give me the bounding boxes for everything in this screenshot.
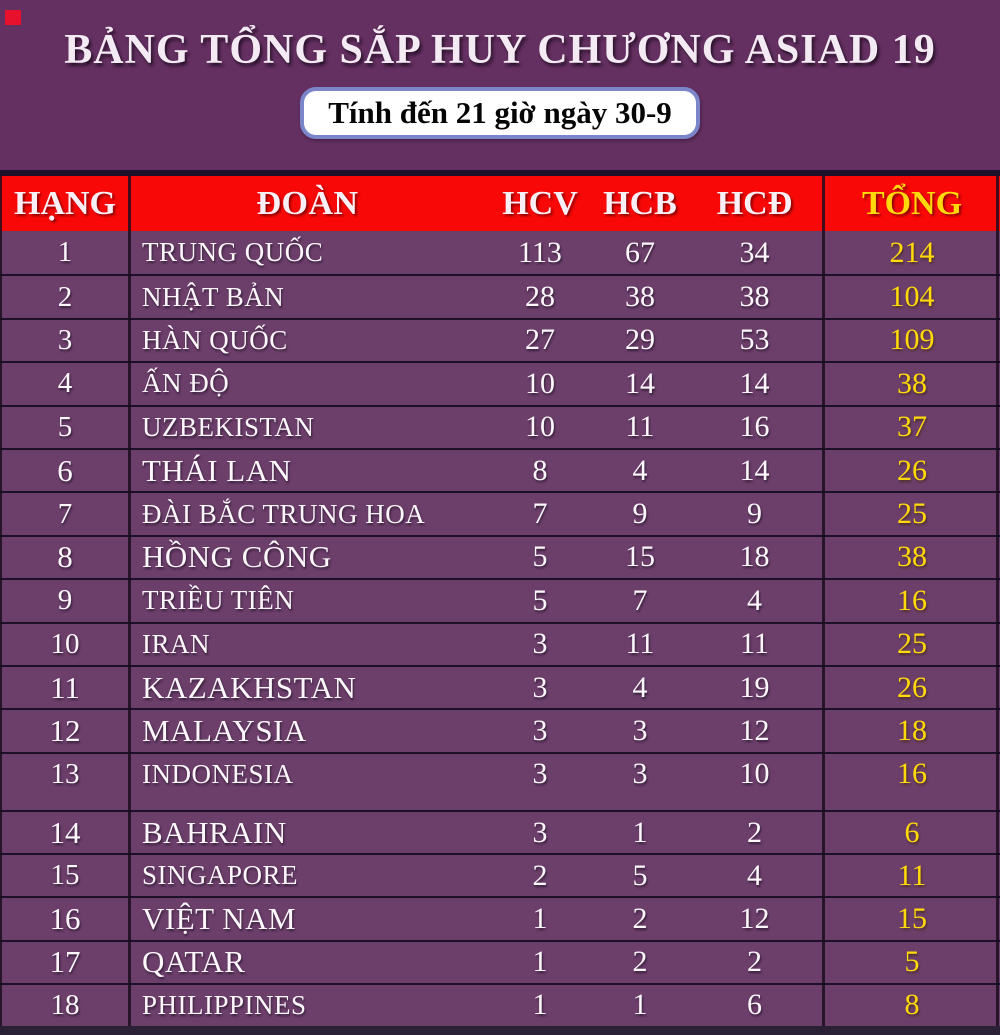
gold-cell: 3 — [532, 815, 548, 849]
team-cell: KAZAKHSTAN — [142, 669, 357, 705]
total-cell: 6 — [904, 815, 920, 849]
team-cell: HÀN QUỐC — [142, 324, 288, 355]
gold-cell: 1 — [532, 902, 548, 936]
silver-cell: 7 — [632, 583, 648, 617]
silver-cell: 11 — [625, 410, 655, 444]
bronze-cell: 12 — [739, 713, 770, 747]
gold-cell: 3 — [532, 670, 548, 704]
col-header-bronze: HCĐ — [716, 184, 793, 222]
total-cell: 15 — [897, 902, 927, 936]
total-cell: 11 — [897, 858, 927, 892]
table-row — [0, 231, 1000, 274]
gold-cell: 8 — [532, 453, 548, 487]
team-cell: HỒNG CÔNG — [142, 539, 332, 575]
grid-line-left — [0, 176, 2, 1026]
silver-cell: 3 — [632, 757, 648, 791]
team-cell: UZBEKISTAN — [142, 411, 315, 442]
gold-cell: 10 — [525, 366, 555, 400]
rank-cell: 12 — [49, 712, 81, 748]
rank-cell: 6 — [57, 452, 73, 488]
gold-cell: 7 — [532, 497, 548, 531]
total-cell: 104 — [889, 280, 935, 314]
bronze-cell: 19 — [739, 670, 770, 704]
bronze-cell: 18 — [739, 540, 770, 574]
subtitle-box — [300, 87, 700, 139]
table-row — [0, 361, 1000, 404]
silver-cell: 4 — [632, 670, 648, 704]
team-cell: VIỆT NAM — [142, 901, 297, 937]
table-row — [0, 274, 1000, 317]
rank-cell: 2 — [57, 280, 73, 313]
total-cell: 25 — [897, 627, 927, 661]
silver-cell: 38 — [625, 280, 655, 314]
bronze-cell: 4 — [747, 858, 762, 892]
bronze-cell: 53 — [739, 323, 770, 357]
team-cell: TRUNG QUỐC — [142, 237, 324, 268]
rank-cell: 4 — [57, 367, 73, 400]
table-row — [0, 405, 1000, 448]
page-title: BẢNG TỔNG SẮP HUY CHƯƠNG ASIAD 19 — [64, 27, 936, 73]
table-row — [0, 622, 1000, 665]
bottom-bar — [0, 1026, 1000, 1035]
team-cell: BAHRAIN — [142, 814, 287, 850]
bronze-cell: 2 — [747, 945, 762, 979]
silver-cell: 5 — [632, 858, 648, 892]
col-header-total: TỔNG — [861, 184, 963, 222]
bronze-cell: 6 — [747, 988, 762, 1022]
grid-line-total — [822, 176, 825, 1026]
red-corner-mark — [5, 10, 21, 25]
gold-cell: 3 — [532, 627, 548, 661]
rank-cell: 18 — [50, 988, 80, 1021]
team-cell: PHILIPPINES — [142, 989, 307, 1020]
rank-cell: 13 — [50, 757, 80, 790]
team-cell: NHẬT BẢN — [142, 281, 285, 312]
rank-cell: 15 — [50, 859, 80, 892]
col-header-gold: HCV — [502, 184, 578, 222]
silver-cell: 9 — [632, 497, 648, 531]
table-row — [0, 983, 1000, 1026]
gold-cell: 10 — [525, 410, 555, 444]
rank-cell: 9 — [57, 584, 73, 617]
col-header-rank: HẠNG — [14, 184, 116, 222]
rank-cell: 8 — [57, 539, 73, 575]
rank-cell: 14 — [49, 814, 81, 850]
silver-cell: 2 — [632, 945, 648, 979]
silver-cell: 4 — [632, 453, 648, 487]
bronze-cell: 14 — [739, 366, 770, 400]
rank-cell: 17 — [49, 944, 81, 980]
total-cell: 25 — [897, 497, 927, 531]
total-cell: 38 — [897, 540, 927, 574]
total-cell: 26 — [897, 453, 927, 487]
total-cell: 26 — [897, 670, 927, 704]
team-cell: IRAN — [142, 628, 210, 659]
total-cell: 16 — [897, 583, 927, 617]
table-row — [0, 853, 1000, 896]
table-row — [0, 491, 1000, 534]
table-row — [0, 665, 1000, 708]
gold-cell: 1 — [532, 988, 548, 1022]
silver-cell: 29 — [625, 323, 655, 357]
table-row — [0, 318, 1000, 361]
table-row — [0, 448, 1000, 491]
bronze-cell: 2 — [747, 815, 762, 849]
table-body — [0, 231, 1000, 1026]
table-row — [0, 708, 1000, 751]
grid-line-rank — [128, 176, 131, 1026]
team-cell: SINGAPORE — [142, 860, 299, 891]
rank-cell: 5 — [57, 410, 73, 443]
bronze-cell: 38 — [739, 280, 770, 314]
bronze-cell: 11 — [740, 627, 769, 661]
total-cell: 38 — [897, 366, 927, 400]
gold-cell: 2 — [532, 858, 548, 892]
rank-cell: 3 — [57, 323, 73, 356]
table-row — [0, 535, 1000, 578]
total-cell: 37 — [897, 410, 927, 444]
total-cell: 16 — [897, 757, 927, 791]
silver-cell: 1 — [632, 988, 648, 1022]
team-cell: THÁI LAN — [142, 452, 292, 488]
rank-cell: 10 — [50, 627, 80, 660]
team-cell: QATAR — [142, 944, 246, 980]
table-row — [0, 940, 1000, 983]
silver-cell: 67 — [625, 235, 655, 269]
col-header-silver: HCB — [603, 184, 677, 222]
team-cell: ẤN ĐỘ — [142, 368, 230, 399]
bronze-cell: 4 — [747, 583, 762, 617]
rank-cell: 16 — [49, 901, 81, 937]
total-cell: 109 — [889, 323, 935, 357]
team-cell: TRIỀU TIÊN — [142, 585, 295, 616]
gold-cell: 28 — [525, 280, 555, 314]
bronze-cell: 14 — [739, 453, 770, 487]
gold-cell: 3 — [532, 713, 548, 747]
subtitle-wrap — [0, 87, 1000, 139]
table-row — [0, 810, 1000, 853]
bronze-cell: 9 — [747, 497, 762, 531]
medal-table — [0, 170, 1000, 1026]
bronze-cell: 12 — [739, 902, 770, 936]
table-row — [0, 578, 1000, 621]
gold-cell: 5 — [532, 583, 548, 617]
rank-cell: 1 — [57, 236, 73, 269]
team-cell: INDONESIA — [142, 758, 294, 789]
silver-cell: 15 — [625, 540, 655, 574]
silver-cell: 3 — [632, 713, 648, 747]
total-cell: 8 — [904, 988, 920, 1022]
team-cell: ĐÀI BẮC TRUNG HOA — [142, 498, 426, 529]
silver-cell: 1 — [632, 815, 648, 849]
table-header-row — [0, 176, 1000, 231]
col-header-team: ĐOÀN — [256, 184, 359, 222]
gold-cell: 1 — [532, 945, 548, 979]
silver-cell: 11 — [625, 627, 655, 661]
grid-line-right — [996, 176, 999, 1026]
total-cell: 18 — [897, 713, 927, 747]
rank-cell: 7 — [57, 497, 73, 530]
gold-cell: 3 — [532, 757, 548, 791]
total-cell: 5 — [904, 945, 920, 979]
total-cell: 214 — [889, 235, 935, 269]
team-cell: MALAYSIA — [142, 712, 307, 748]
gold-cell: 5 — [532, 540, 548, 574]
rank-cell: 11 — [50, 669, 80, 705]
bronze-cell: 16 — [739, 410, 770, 444]
subtitle-text: Tính đến 21 giờ ngày 30-9 — [328, 95, 672, 130]
silver-cell: 14 — [625, 366, 655, 400]
bronze-cell: 10 — [739, 757, 770, 791]
silver-cell: 2 — [632, 902, 648, 936]
row-gap-spacer — [0, 795, 1000, 810]
gold-cell: 113 — [518, 235, 562, 269]
bronze-cell: 34 — [739, 235, 770, 269]
table-row — [0, 896, 1000, 939]
table-row — [0, 752, 1000, 795]
gold-cell: 27 — [525, 323, 555, 357]
